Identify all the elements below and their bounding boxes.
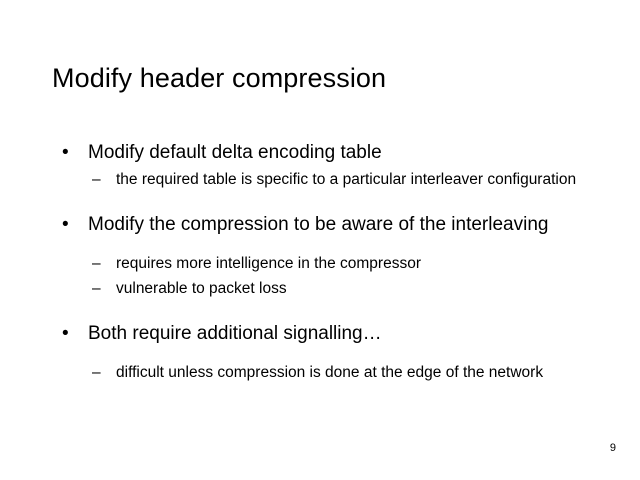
list-item: [44, 278, 604, 299]
list-item-label: vulnerable to packet loss: [116, 280, 287, 297]
bullet-marker: •: [62, 214, 69, 235]
bullet-marker: •: [62, 142, 69, 163]
list-item: [44, 362, 604, 383]
list-item-label: the required table is specific to a particular interleaver configuration: [116, 171, 577, 188]
list-item-label: difficult unless compression is done at the edge of the network: [116, 364, 544, 381]
list-item-label: Modify default delta encoding table: [88, 142, 382, 163]
list-item: [44, 212, 604, 237]
list-item: [44, 321, 604, 346]
list-item-label: Modify the compression to be aware of the interleaving: [88, 214, 549, 235]
bullet-marker: –: [92, 255, 101, 272]
bullet-marker: –: [92, 171, 101, 188]
list-item: [44, 140, 604, 165]
bullet-marker: –: [92, 364, 101, 381]
list-item: [44, 169, 604, 190]
list-item-label: requires more intelligence in the compressor: [116, 255, 421, 272]
list-item: [44, 253, 604, 274]
bullet-marker: •: [62, 323, 69, 344]
page-title: Modify header compression: [52, 63, 387, 93]
page-number: 9: [609, 442, 616, 454]
bullet-marker: –: [92, 280, 101, 297]
list-item-label: Both require additional signalling…: [88, 323, 382, 344]
slide-body: [44, 140, 604, 383]
